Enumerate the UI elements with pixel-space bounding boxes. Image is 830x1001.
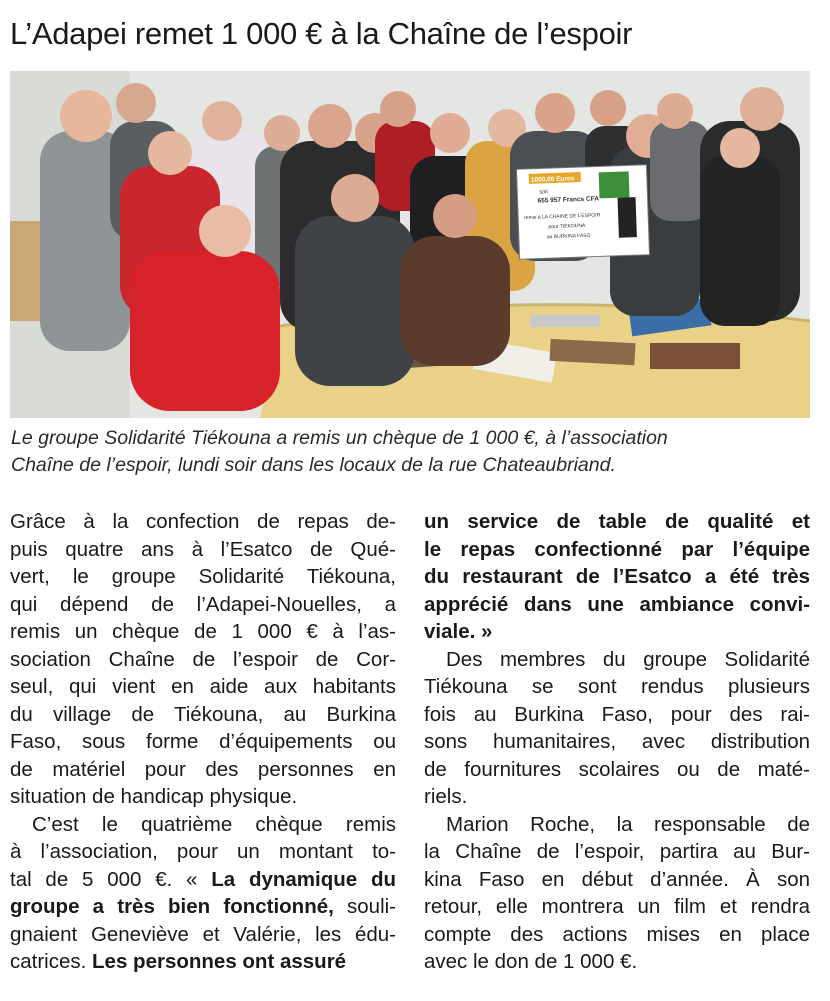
group-photo xyxy=(10,71,810,418)
article-line xyxy=(424,701,810,729)
quote-text: La dynamique du xyxy=(197,867,396,891)
article-line xyxy=(10,591,396,619)
body-text: seul, qui vient en aide aux habitants xyxy=(10,675,396,698)
body-text: de fournitures scolaires ou de maté- xyxy=(424,757,810,781)
article-headline: L’Adapei remet 1 000 € à la Chaîne de l’espoir xyxy=(10,16,633,51)
body-text: gnaient Geneviève et Valérie, les édu- xyxy=(10,922,396,946)
body-text: remis un chèque de 1 000 € à l’as- xyxy=(10,620,396,643)
article-line xyxy=(424,948,810,976)
article-line xyxy=(424,508,810,536)
article-line xyxy=(424,673,810,701)
article-line xyxy=(10,701,396,729)
body-text: qui dépend de l’Adapei-Nouelles, a xyxy=(10,592,396,616)
article-line xyxy=(10,646,396,674)
article-line xyxy=(10,563,396,591)
article-line xyxy=(10,921,396,949)
body-text: sons humanitaires, avec distribution xyxy=(424,730,810,753)
body-text: compte des actions mises en place xyxy=(424,922,810,946)
quote-text: un service de table de qualité et xyxy=(424,510,810,533)
body-text: sociation Chaîne de l’espoir de Cor- xyxy=(10,647,396,671)
body-text: à l’association, pour un montant to- xyxy=(10,840,396,863)
cheque-line1: remis à LA CHAINE DE L’ESPOIR xyxy=(524,212,601,222)
body-text: Des membres du groupe Solidarité xyxy=(446,647,810,671)
article-line xyxy=(424,563,810,591)
body-text: catrices. xyxy=(10,950,87,973)
body-text: du village de Tiékouna, au Burkina xyxy=(10,702,396,726)
body-text: souli- xyxy=(333,895,397,918)
quote-text: apprécié dans une ambiance convi- xyxy=(424,592,810,616)
body-text: fois au Burkina Faso, pour des rai- xyxy=(424,702,810,726)
article-line xyxy=(424,893,810,921)
quote-text: du restaurant de l’Esatco a été très xyxy=(424,565,810,588)
cheque-amount: 1000,00 Euros xyxy=(530,175,575,184)
caption-line: Chaîne de l’espoir, lundi soir dans les locaux de la rue Chateaubriand. xyxy=(11,454,616,476)
body-text: de matériel pour des personnes en xyxy=(10,757,396,781)
article-column-left xyxy=(10,508,396,976)
body-text: C’est le quatrième chèque remis xyxy=(32,812,396,836)
article-line xyxy=(10,783,396,811)
body-text: la Chaîne de l’espoir, partira au Bur- xyxy=(424,840,810,863)
body-text: avec le don de 1 000 €. xyxy=(424,950,638,973)
article-line xyxy=(10,838,396,866)
article-line xyxy=(10,673,396,701)
article-line xyxy=(424,536,810,564)
article-line xyxy=(424,921,810,949)
body-text: Tiékouna se sont rendus plusieurs xyxy=(424,675,810,698)
article-line xyxy=(10,756,396,784)
body-text: Marion Roche, la responsable de xyxy=(446,812,810,836)
article-line xyxy=(10,811,396,839)
body-text: riels. xyxy=(424,785,468,808)
article-line xyxy=(10,728,396,756)
article-line xyxy=(424,728,810,756)
article-line xyxy=(10,508,396,536)
cheque-line2: pour TIÉKOUNA xyxy=(548,222,586,231)
article-line xyxy=(424,618,810,646)
cheque-cfa: 655 957 Francs CFA xyxy=(537,195,600,205)
photo-caption xyxy=(11,425,819,479)
article-line xyxy=(424,838,810,866)
body-text: retour, elle montrera un film et rendra xyxy=(424,895,810,918)
article-line xyxy=(10,948,396,976)
body-text: vert, le groupe Solidarité Tiékouna, xyxy=(10,565,396,588)
article-line xyxy=(424,866,810,894)
cheque-line3: au BURKINA FASO xyxy=(546,232,591,241)
body-text: situation de handicap physique. xyxy=(10,785,298,808)
caption-line: Le groupe Solidarité Tiékouna a remis un chèque de 1 000 €, à l’association xyxy=(11,427,668,449)
article-line xyxy=(424,646,810,674)
body-text: tal de 5 000 €. « xyxy=(10,867,198,891)
quote-text: groupe a très bien fonctionné, xyxy=(10,895,334,918)
article-column-right xyxy=(424,508,810,976)
article-line xyxy=(424,756,810,784)
article-line xyxy=(424,783,810,811)
body-text: Faso, sous forme d’équipements ou xyxy=(10,730,396,753)
body-text: Grâce à la confection de repas de- xyxy=(10,510,396,533)
quote-text: le repas confectionné par l’équipe xyxy=(424,537,810,561)
article-line xyxy=(424,811,810,839)
quote-text: viale. » xyxy=(424,620,493,643)
article-line xyxy=(10,893,396,921)
article-line xyxy=(424,591,810,619)
article-line xyxy=(10,618,396,646)
body-text: puis quatre ans à l’Esatco de Qué- xyxy=(10,537,396,561)
article-line xyxy=(10,536,396,564)
quote-text: Les personnes ont assuré xyxy=(86,950,347,973)
cheque-soit: soit xyxy=(539,189,548,196)
article-line xyxy=(10,866,396,894)
body-text: kina Faso en début d’année. À son xyxy=(424,867,810,891)
